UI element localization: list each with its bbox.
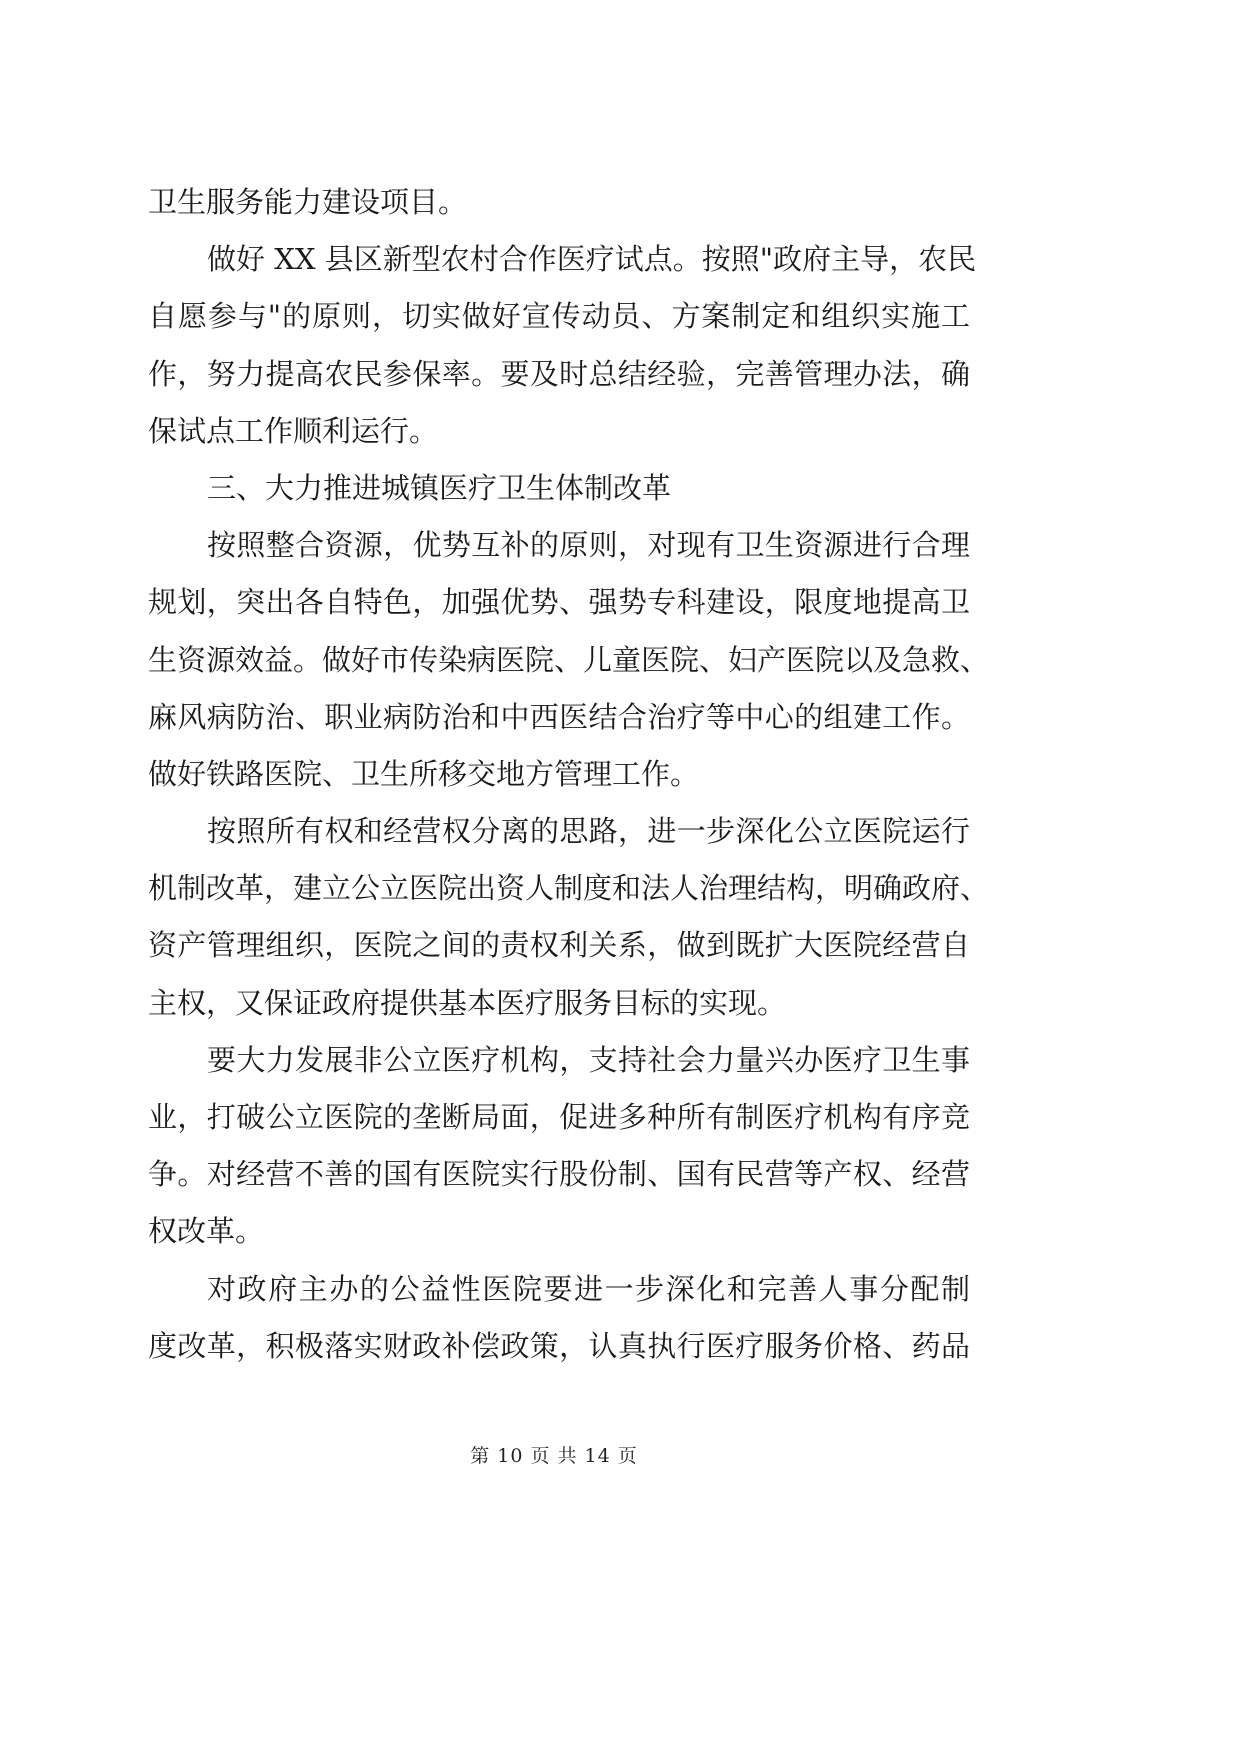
text-line: 作，努力提高农民参保率。要及时总结经验，完善管理办法，确 bbox=[148, 356, 970, 391]
document-body bbox=[148, 174, 990, 1375]
text-line: 自愿参与"的原则，切实做好宣传动员、方案制定和组织实施工 bbox=[148, 299, 970, 334]
text-line: 规划，突出各自特色，加强优势、强势专科建设，限度地提高卫 bbox=[148, 585, 970, 620]
text-line: 主权，又保证政府提供基本医疗服务目标的实现。 bbox=[148, 985, 787, 1020]
text-line: 保试点工作顺利运行。 bbox=[148, 413, 439, 448]
text-line: 权改革。 bbox=[148, 1214, 265, 1249]
text-line: 资产管理组织，医院之间的责权利关系，做到既扩大医院经营自 bbox=[148, 928, 970, 963]
text-line: 度改革，积极落实财政补偿政策，认真执行医疗服务价格、药品 bbox=[148, 1328, 970, 1363]
text-line: 生资源效益。做好市传染病医院、儿童医院、妇产医院以及急救、 bbox=[148, 642, 990, 677]
text-line: 按照整合资源，优势互补的原则，对现有卫生资源进行合理 bbox=[207, 528, 970, 563]
text-line: 争。对经营不善的国有医院实行股份制、国有民营等产权、经营 bbox=[148, 1157, 970, 1192]
text-line: 业，打破公立医院的垄断局面，促进多种所有制医疗机构有序竞 bbox=[148, 1100, 970, 1134]
text-line: 对政府主办的公益性医院要进一步深化和完善人事分配制 bbox=[207, 1271, 970, 1306]
text-line: 麻风病防治、职业病防治和中西医结合治疗等中心的组建工作。 bbox=[148, 699, 970, 734]
page-number-footer: 第 10 页 共 14 页 bbox=[470, 1445, 638, 1467]
text-line: 机制改革，建立公立医院出资人制度和法人治理结构，明确政府、 bbox=[148, 871, 990, 906]
text-line: 要大力发展非公立医疗机构，支持社会力量兴办医疗卫生事 bbox=[207, 1042, 970, 1077]
text-line: 做好铁路医院、卫生所移交地方管理工作。 bbox=[148, 756, 700, 791]
text-line: 卫生服务能力建设项目。 bbox=[148, 185, 468, 219]
text-line: 按照所有权和经营权分离的思路，进一步深化公立医院运行 bbox=[207, 814, 970, 849]
section-heading: 三、大力推进城镇医疗卫生体制改革 bbox=[207, 470, 672, 505]
text-line: 做好 XX 县区新型农村合作医疗试点。按照"政府主导，农民 bbox=[207, 242, 977, 277]
